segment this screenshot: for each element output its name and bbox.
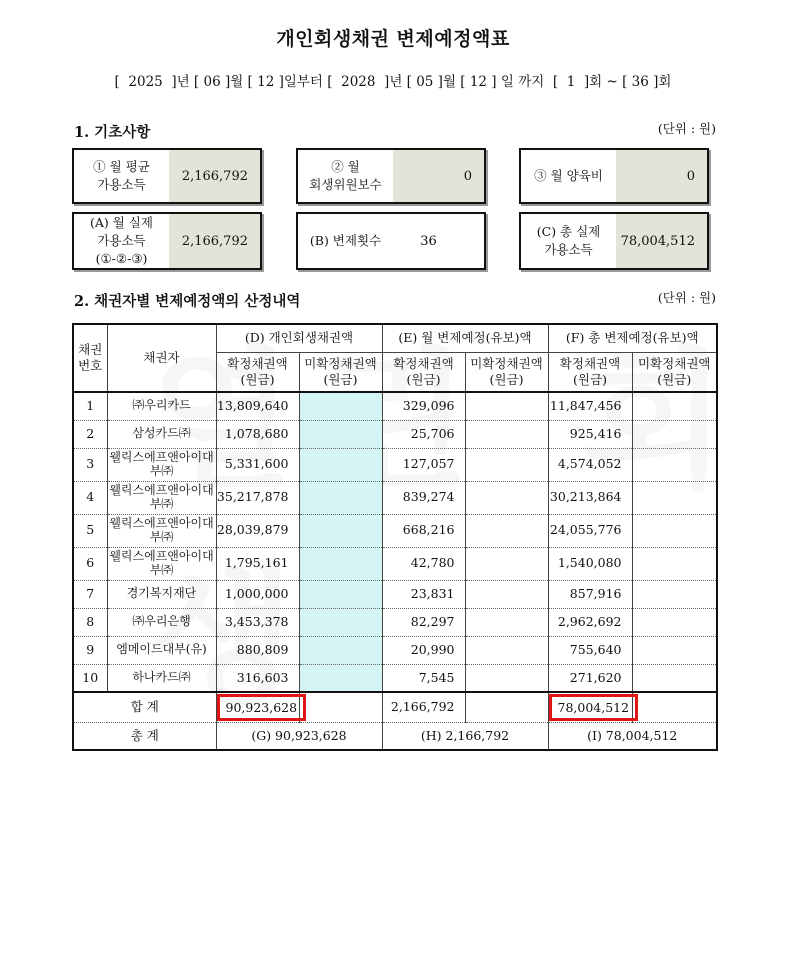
sum-f-highlight: 78,004,512 [549,694,639,721]
row-e-unconfirmed [465,481,548,514]
total-g: (G) 90,923,628 [216,722,382,750]
row-e-confirmed: 20,990 [382,636,465,664]
monthly-support-value: 0 [616,150,707,202]
row-f-confirmed: 2,962,692 [548,608,632,636]
row-e-unconfirmed [465,608,548,636]
row-creditor: 경기복지재단 [107,580,216,608]
period-line: [ 2025 ]년 [ 06 ]월 [ 12 ]일부터 [ 2028 ]년 [ 05 ]월 [ 12 ] 일 까지 [ 1 ]회 ~ [ 36 ]회 [114,74,672,90]
row-e-unconfirmed [465,420,548,448]
row-d-confirmed: 1,795,161 [216,547,299,580]
table-row [73,636,717,664]
table-row [73,392,717,420]
row-creditor: 웰릭스에프앤아이대부㈜ [107,448,216,481]
row-d-unconfirmed [299,580,382,608]
row-e-unconfirmed [465,664,548,692]
row-no: 5 [73,514,107,547]
monthly-trustee-fee-box [296,148,486,204]
row-creditor: 삼성카드㈜ [107,420,216,448]
table-row [73,448,717,481]
row-creditor: 하나카드㈜ [107,664,216,692]
row-d-unconfirmed [299,547,382,580]
row-d-unconfirmed [299,514,382,547]
table-row [73,420,717,448]
row-e-unconfirmed [465,547,548,580]
row-no: 8 [73,608,107,636]
section1-title: 1. 기초사항 [74,124,151,141]
document-title: 개인회생채권 변제예정액표 [276,28,510,50]
row-d-confirmed: 5,331,600 [216,448,299,481]
monthly-trustee-fee-value: 0 [393,150,484,202]
row-d-unconfirmed [299,481,382,514]
sum-e-confirmed: 2,166,792 [382,692,465,722]
row-f-unconfirmed [632,636,717,664]
header-d-group: (D) 개인회생채권액 [216,324,382,352]
monthly-support-label: ③ 월 양육비 [534,167,603,183]
sum-label: 합 계 [73,692,216,722]
sum-d-unconfirmed [299,692,382,722]
row-d-confirmed: 28,039,879 [216,514,299,547]
monthly-avg-income-box [72,148,262,204]
total-label: 총 계 [73,722,216,750]
row-e-confirmed: 329,096 [382,392,465,420]
row-f-unconfirmed [632,664,717,692]
row-e-confirmed: 839,274 [382,481,465,514]
table-row [73,481,717,514]
row-creditor: 웰릭스에프앤아이대부㈜ [107,547,216,580]
row-e-unconfirmed [465,636,548,664]
row-d-confirmed: 1,000,000 [216,580,299,608]
total-actual-income-label: (C) 총 실제 가용소득 [536,223,601,257]
row-e-unconfirmed [465,580,548,608]
row-no: 2 [73,420,107,448]
repayment-count-label: (B) 변제횟수 [309,232,382,248]
row-f-confirmed: 24,055,776 [548,514,632,547]
row-no: 10 [73,664,107,692]
sum-f-unconfirmed [632,692,717,722]
repayment-table [72,323,718,751]
row-f-confirmed: 1,540,080 [548,547,632,580]
row-f-unconfirmed [632,392,717,420]
header-e-group: (E) 월 변제예정(유보)액 [382,324,548,352]
row-d-unconfirmed [299,664,382,692]
row-creditor: ㈜우리은행 [107,608,216,636]
table-row [73,608,717,636]
table-row [73,514,717,547]
section2-title: 2. 채권자별 변제예정액의 산정내역 [74,293,301,310]
row-f-confirmed: 925,416 [548,420,632,448]
monthly-actual-income-box [72,212,262,270]
row-d-unconfirmed [299,636,382,664]
row-d-confirmed: 880,809 [216,636,299,664]
row-d-confirmed: 3,453,378 [216,608,299,636]
row-e-confirmed: 42,780 [382,547,465,580]
row-e-confirmed: 127,057 [382,448,465,481]
row-f-confirmed: 755,640 [548,636,632,664]
header-d-confirmed: 확정채권액 (원금) [216,352,299,392]
header-f-unconfirmed: 미확정채권액 (원금) [632,352,717,392]
row-d-confirmed: 13,809,640 [216,392,299,420]
row-e-confirmed: 25,706 [382,420,465,448]
row-f-unconfirmed [632,481,717,514]
header-d-unconfirmed: 미확정채권액 (원금) [299,352,382,392]
repayment-count-box [296,212,486,270]
monthly-trustee-fee-label: ② 월 회생위원보수 [309,158,382,192]
row-f-confirmed: 30,213,864 [548,481,632,514]
row-f-unconfirmed [632,514,717,547]
row-d-unconfirmed [299,420,382,448]
row-creditor: 엠메이드대부(유) [107,636,216,664]
table-row [73,580,717,608]
row-e-unconfirmed [465,392,548,420]
header-no: 채권 번호 [73,324,107,392]
repayment-count-value: 36 [393,214,484,268]
row-no: 7 [73,580,107,608]
section1-unit: (단위 : 원) [657,121,716,136]
monthly-actual-income-value: 2,166,792 [169,214,260,268]
row-creditor: ㈜우리카드 [107,392,216,420]
row-d-unconfirmed [299,608,382,636]
row-f-unconfirmed [632,448,717,481]
header-e-unconfirmed: 미확정채권액 (원금) [465,352,548,392]
row-d-confirmed: 316,603 [216,664,299,692]
row-e-unconfirmed [465,514,548,547]
row-e-confirmed: 7,545 [382,664,465,692]
monthly-avg-income-label: ① 월 평균 가용소득 [93,158,150,192]
row-creditor: 웰릭스에프앤아이대부㈜ [107,514,216,547]
row-d-unconfirmed [299,448,382,481]
row-e-confirmed: 23,831 [382,580,465,608]
total-h: (H) 2,166,792 [382,722,548,750]
row-e-confirmed: 668,216 [382,514,465,547]
total-actual-income-box [519,212,709,270]
row-creditor: 웰릭스에프앤아이대부㈜ [107,481,216,514]
row-no: 6 [73,547,107,580]
row-d-confirmed: 35,217,878 [216,481,299,514]
header-f-confirmed: 확정채권액 (원금) [548,352,632,392]
table-row [73,664,717,692]
row-d-confirmed: 1,078,680 [216,420,299,448]
monthly-support-box [519,148,709,204]
row-f-unconfirmed [632,547,717,580]
header-creditor: 채권자 [107,324,216,392]
row-no: 9 [73,636,107,664]
monthly-avg-income-value: 2,166,792 [169,150,260,202]
total-actual-income-value: 78,004,512 [616,214,707,268]
row-f-unconfirmed [632,580,717,608]
monthly-actual-income-label: (A) 월 실제 가용소득 (①-②-③) [90,214,153,267]
row-f-confirmed: 4,574,052 [548,448,632,481]
header-f-group: (F) 총 변제예정(유보)액 [548,324,717,352]
header-e-confirmed: 확정채권액 (원금) [382,352,465,392]
row-e-unconfirmed [465,448,548,481]
row-d-unconfirmed [299,392,382,420]
row-no: 1 [73,392,107,420]
row-f-confirmed: 11,847,456 [548,392,632,420]
sum-e-unconfirmed [465,692,548,722]
row-e-confirmed: 82,297 [382,608,465,636]
row-f-confirmed: 271,620 [548,664,632,692]
row-f-confirmed: 857,916 [548,580,632,608]
section2-unit: (단위 : 원) [657,290,716,305]
sum-d-confirmed [216,692,299,722]
total-i: (I) 78,004,512 [548,722,717,750]
row-f-unconfirmed [632,608,717,636]
row-f-unconfirmed [632,420,717,448]
row-no: 4 [73,481,107,514]
row-no: 3 [73,448,107,481]
table-row [73,547,717,580]
sum-d-highlight: 90,923,628 [217,694,307,721]
sum-f-confirmed [548,692,632,722]
